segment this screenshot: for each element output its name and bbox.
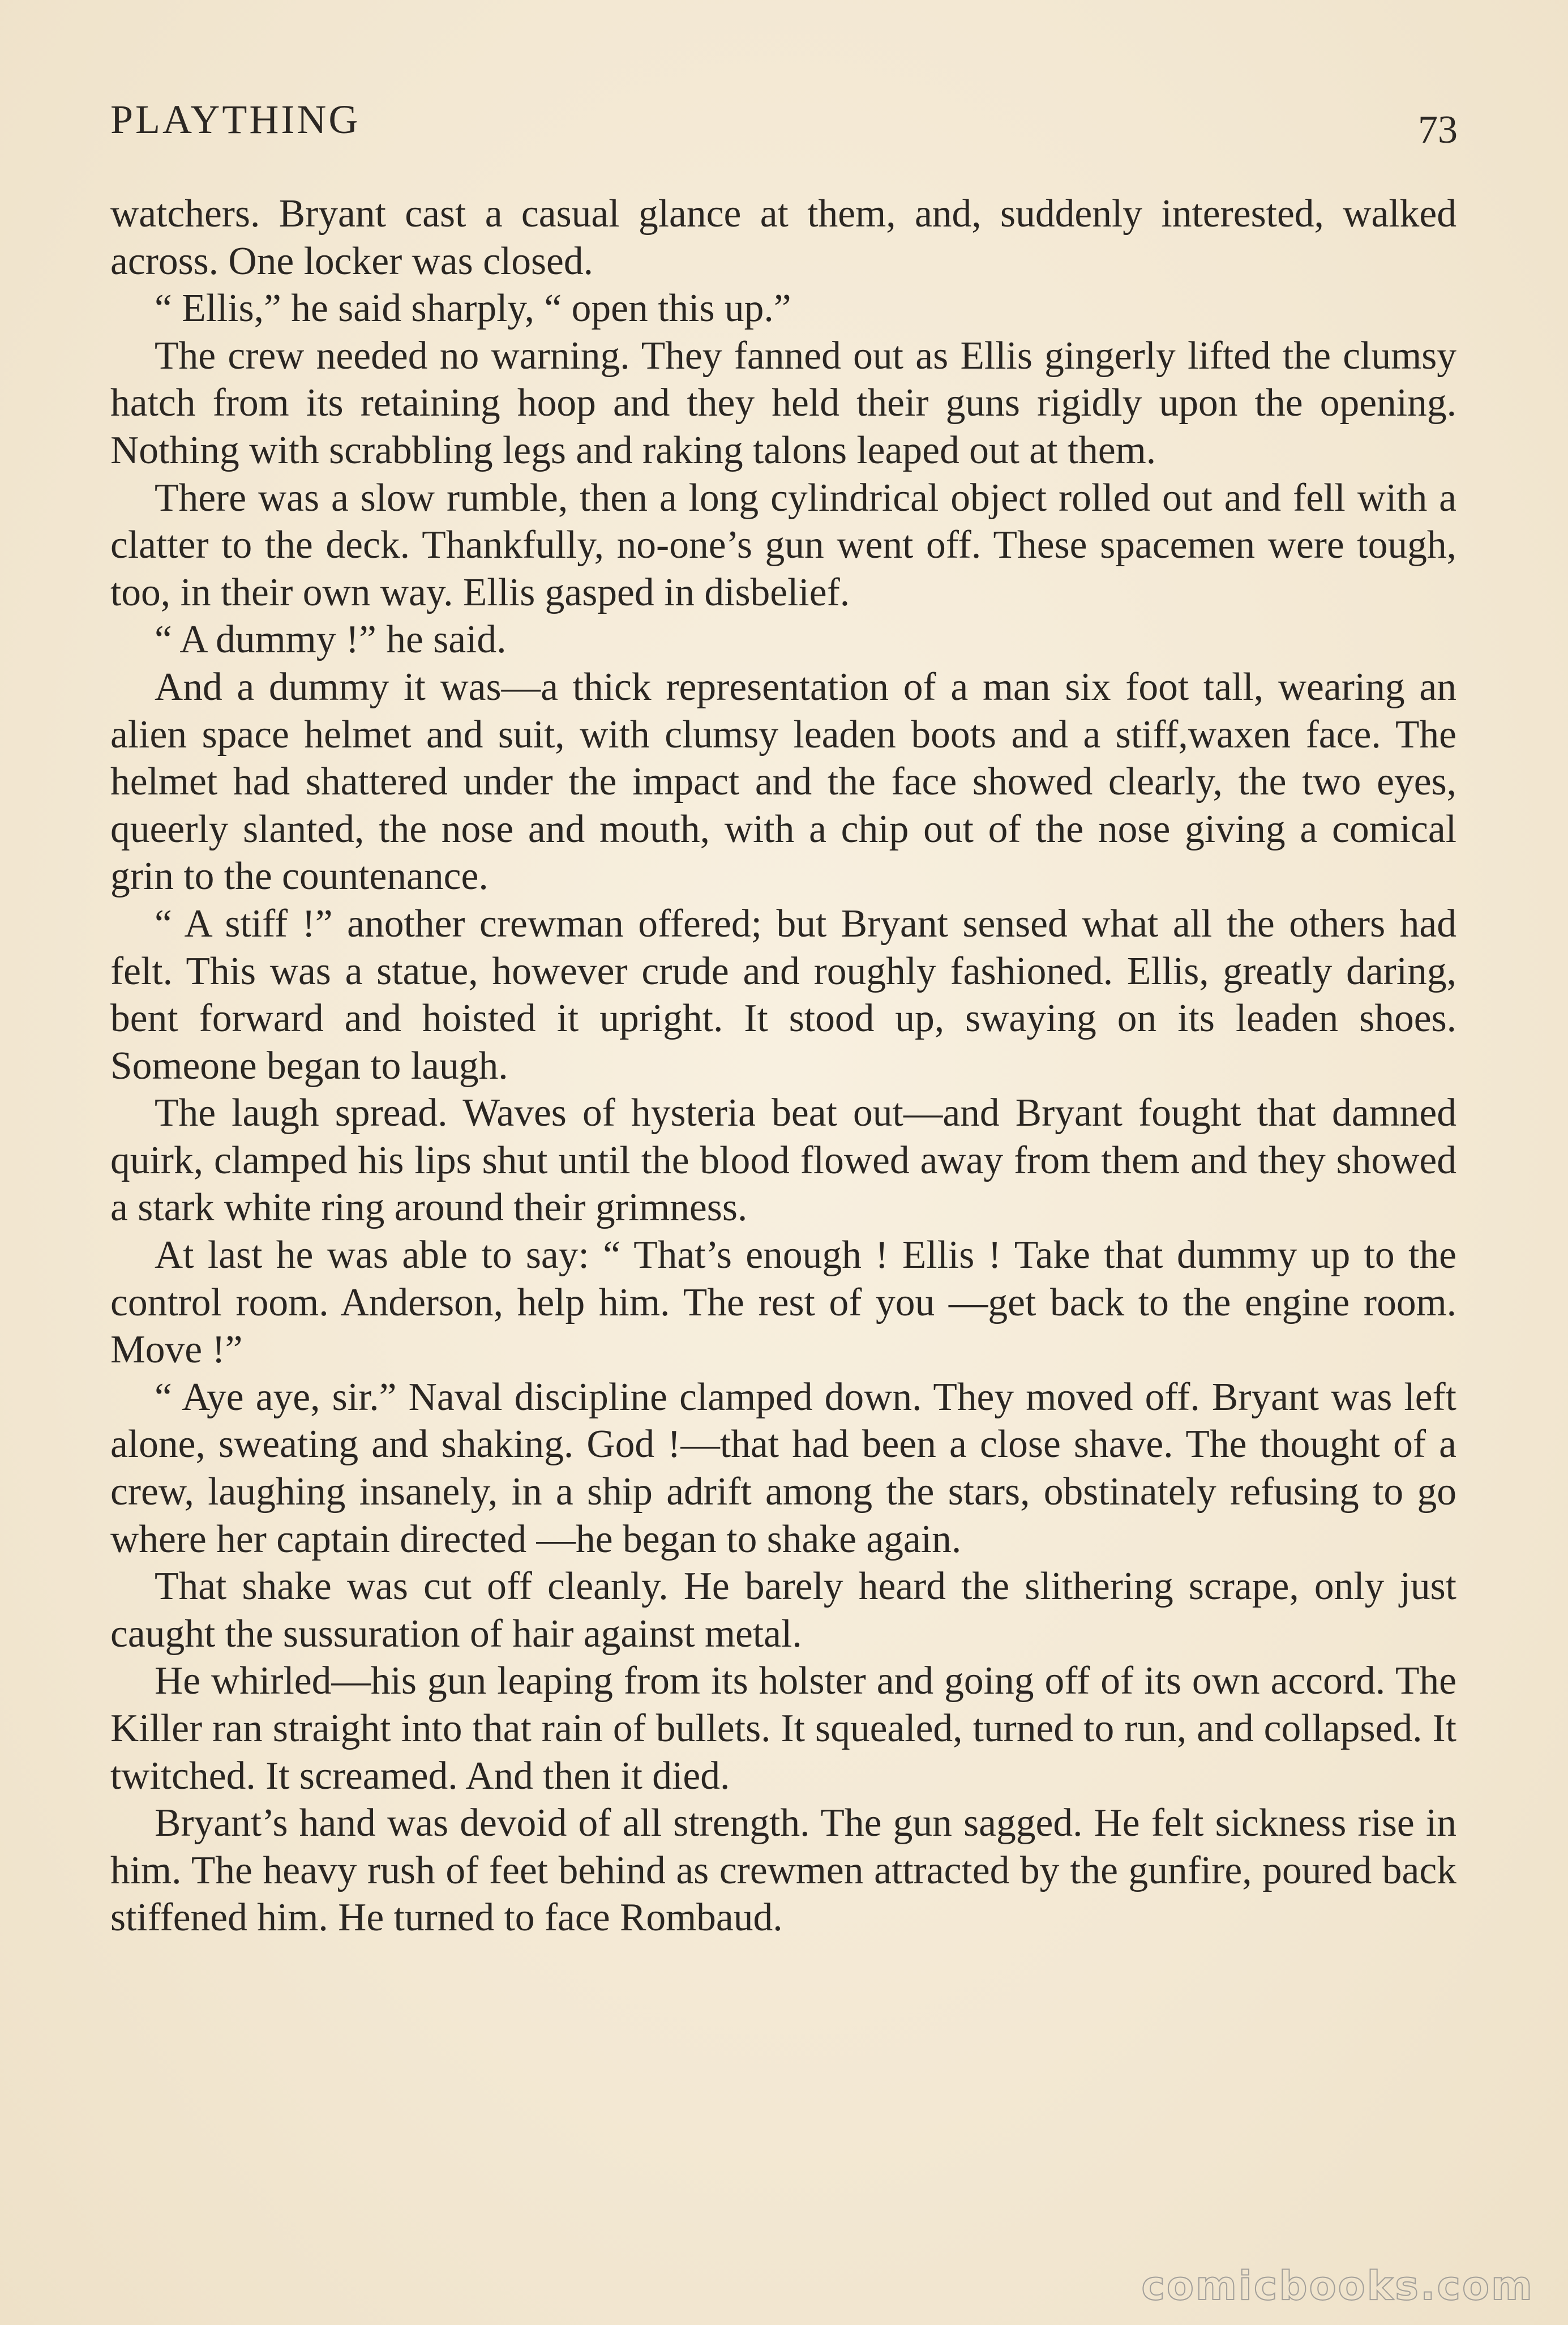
paragraph: And a dummy it was—a thick representation of a man six foot tall, wearing an alien space helmet and suit, with clumsy leaden boots and a stiff,waxen face. The helmet had shattered under the impact and the face showed clearly, the two eyes, queerly slanted, the nose and mouth, with a chip out of the nose giving a comical grin to the countenance. — [110, 665, 1456, 899]
paragraph: There was a slow rumble, then a long cylindrical object rolled out and fell with a clatter to the deck. Thankfully, no-one’s gun went off. These spacemen were tough, too, in their own way. Ellis gasped in disbelief. — [110, 476, 1456, 614]
paragraph: “ A stiff !” another crewman offered; but Bryant sensed what all the others had felt. This was a statue, however crude and roughly fashioned. Ellis, greatly daring, bent forward and hoisted it upright. It stood up, swaying on its leaden shoes. Someone began to laugh. — [110, 901, 1456, 1088]
page-number: 73 — [1418, 108, 1458, 152]
paragraph: At last he was able to say: “ That’s enough ! Ellis ! Take that dummy up to the control room. Anderson, help him. The rest of you —get back to the engine room. Move !” — [110, 1233, 1456, 1372]
paragraph: That shake was cut off cleanly. He barely heard the slithering scrape, only just caught the sussuration of hair against metal. — [110, 1565, 1456, 1656]
paragraph: The crew needed no warning. They fanned out as Ellis gingerly lifted the clumsy hatch from its retaining hoop and they held their guns rigidly upon the opening. Nothing with scrabbling legs and raking talons leaped out at them. — [110, 334, 1456, 472]
running-head: PLAYTHING — [110, 97, 361, 142]
watermark: comicbooks.com — [1141, 2263, 1534, 2309]
paragraph: He whirled—his gun leaping from its holster and going off of its own accord. The Killer ran straight into that rain of bullets. It squealed, turned to run, and collapsed. It twitched. It screamed. And then it died. — [110, 1659, 1456, 1798]
paragraph: “ A dummy !” he said. — [155, 618, 507, 662]
paragraph: watchers. Bryant cast a casual glance at them, and, suddenly interested, walked across. One locker was closed. — [110, 192, 1456, 283]
paragraph: Bryant’s hand was devoid of all strength. The gun sagged. He felt sickness rise in him. The heavy rush of feet behind as crewmen attracted by the gunfire, poured back stiffened him. He turned to face Rombaud. — [110, 1801, 1456, 1940]
paragraph: “ Ellis,” he said sharply, “ open this up.” — [155, 287, 791, 331]
paragraph: “ Aye aye, sir.” Naval discipline clamped down. They moved off. Bryant was left alone, sweating and shaking. God !—that had been a close shave. The thought of a crew, laughing insanely, in a ship adrift among the stars, obstinately refusing to go where her captain directed —he began to shake again. — [110, 1375, 1456, 1561]
paragraph: The laugh spread. Waves of hysteria beat out—and Bryant fought that damned quirk, clamped his lips shut until the blood flowed away from them and they showed a stark white ring around their grimness. — [110, 1091, 1456, 1230]
body-text — [110, 190, 1456, 1942]
